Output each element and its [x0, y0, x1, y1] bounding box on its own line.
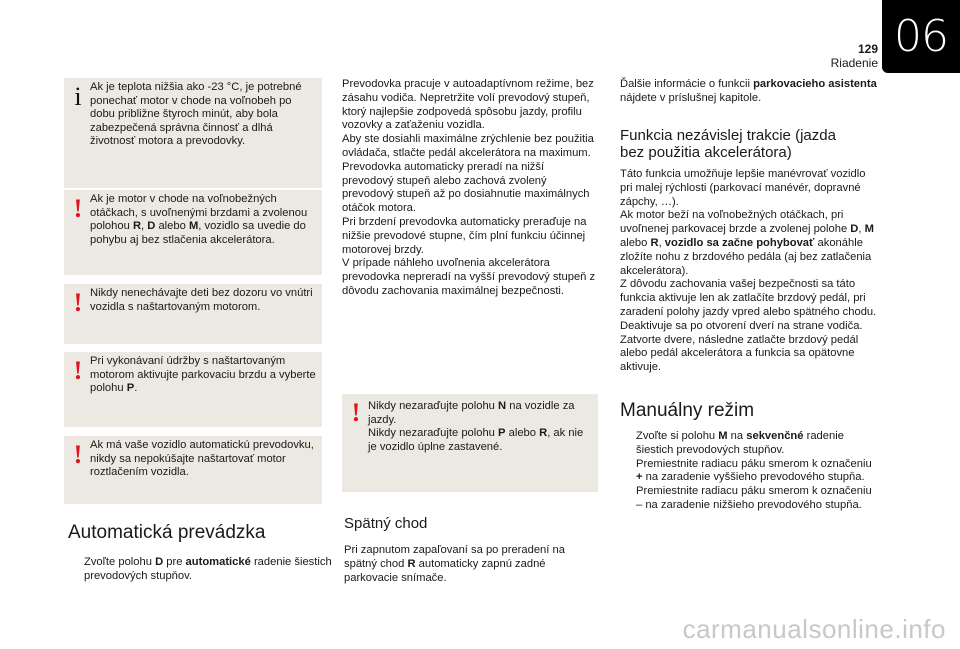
- warning-icon: !: [351, 398, 361, 427]
- section-heading: Automatická prevádzka: [68, 522, 266, 543]
- note-text: Ak má vaše vozidlo automatickú prevodovku, nikdy sa nepokúšajte naštartovať motor roztlačením vozidla.: [90, 439, 314, 479]
- list-item: Zvoľte si polohu M na sekvenčné radenie šiestich prevodových stupňov.: [636, 430, 844, 456]
- column-middle: [342, 78, 598, 584]
- paragraph: Prevodovka pracuje v autoadaptívnom režime, bez zásahu vodiča. Nepretržite volí prevodový stupeň, ktorý najlepšie zodpovedá spôsobu jazdy, profilu vozovky a zaťaženiu vozidla. Aby ste dosiahli maximálne zrýchlenie bez použitia ovládača, stlačte pedál akcelerátora na maximum. Prevodovka automaticky preradí na nižší prevodový stupeň alebo zachová zvolený prevodový stupeň až po dosiahnutie maximálnych otáčok motora. Pri brzdení prevodovka automaticky preraďuje na nižšie prevodové stupne, čím plní funkciu účinnej motorovej brzdy. V prípade náhleho uvoľnenia akcelerátora prevodovka nepreradí na vyšší prevodový stupeň z dôvodu zachovania maximálnej bezpečnosti.: [342, 78, 596, 297]
- list-item: Premiestnite radiacu páku smerom k označeniu + na zaradenie vyššieho prevodového stupňa.: [636, 457, 872, 484]
- note-text: Ak je motor v chode na voľnobežných otáčkach, s uvoľnenými brzdami a zvolenou polohou R, D alebo M, vozidlo sa uvedie do pohybu aj bez stlačenia akcelerátora.: [90, 193, 308, 246]
- info-note: [64, 78, 322, 188]
- page-number: 129: [857, 42, 878, 56]
- paragraph: Ďalšie informácie o funkcii parkovacieho asistenta nájdete v príslušnej kapitole.: [620, 78, 877, 104]
- note-text: Pri vykonávaní údržby s naštartovaným motorom aktivujte parkovaciu brzdu a vyberte polohu P.: [90, 355, 316, 395]
- section-heading: Funkcia nezávislej trakcie (jazda bez použitia akcelerátora): [620, 127, 836, 161]
- warning-note: [342, 394, 598, 492]
- watermark: carmanualsonline.info: [682, 614, 946, 644]
- warning-note: [64, 190, 322, 275]
- paragraph: Táto funkcia umožňuje lepšie manévrovať vozidlo pri malej rýchlosti (parkovací manévér, dopravné zápchy, …). Ak motor beží na voľnobežných otáčkach, pri uvoľnenej parkovacej brzde a zvolenej polohe D, M alebo R, vozidlo sa začne pohybovať akonáhle zložíte nohu z brzdového pedála (aj bez zatlačenia akcelerátora). Z dôvodu zachovania vašej bezpečnosti sa táto funkcia aktivuje len ak zatlačíte brzdový pedál, pri zaradení polohy jazdy vpred alebo spätného chodu. Deaktivuje sa po otvorení dverí na strane vodiča. Zatvorte dvere, následne zatlačte brzdový pedál alebo pedál akcelerátora a funkcia sa opätovne aktivuje.: [620, 168, 877, 374]
- list-item: Zvoľte polohu D pre automatické radenie šiestich prevodových stupňov.: [84, 556, 332, 582]
- note-text: Nikdy nezaraďujte polohu N na vozidle za jazdy. Nikdy nezaraďujte polohu P alebo R, ak nie je vozidlo úplne zastavené.: [368, 400, 584, 453]
- warning-note: [64, 436, 322, 504]
- section-heading: Manuálny režim: [620, 400, 755, 421]
- warning-note: [64, 352, 322, 427]
- bullet-list: [620, 430, 880, 513]
- section-name: Riadenie: [830, 56, 878, 70]
- warning-icon: !: [73, 356, 83, 385]
- section-heading: Spätný chod: [344, 515, 428, 532]
- chapter-tab: 06: [882, 0, 960, 73]
- warning-note: [64, 284, 322, 344]
- page-header: [0, 0, 960, 70]
- note-text: Nikdy nenechávajte deti bez dozoru vo vnútri vozidla s naštartovaným motorom.: [90, 287, 313, 313]
- info-icon: i: [74, 82, 82, 111]
- warning-icon: !: [73, 194, 83, 223]
- list-item: Premiestnite radiacu páku smerom k označeniu – na zaradenie nižšieho prevodového stupňa.: [636, 485, 872, 511]
- paragraph: Pri zapnutom zapaľovaní sa po preradení na spätný chod R automaticky zapnú zadné parkovacie snímače.: [344, 544, 565, 584]
- warning-icon: !: [73, 288, 83, 317]
- warning-icon: !: [73, 440, 83, 469]
- note-text: Ak je teplota nižšia ako -23 °C, je potrebné ponechať motor v chode na voľnobeh po dobu približne štyroch minút, aby bola zabezpečená správna činnosť a dlhá životnosť motora a prevodovky.: [90, 81, 302, 148]
- column-right: [620, 78, 880, 511]
